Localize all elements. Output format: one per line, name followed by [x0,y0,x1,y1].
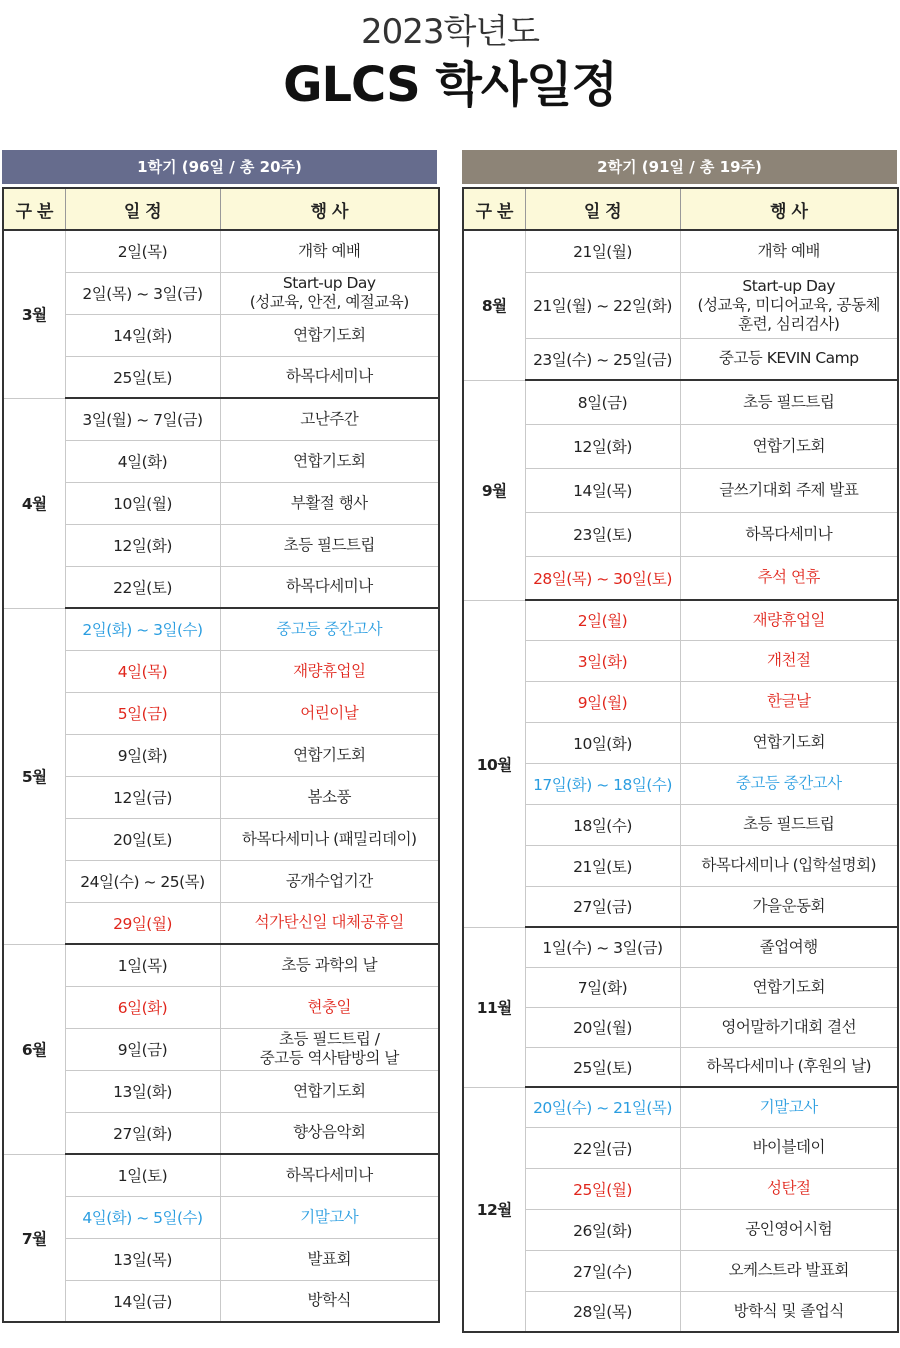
table-row [3,356,439,398]
table-row [463,556,898,600]
table-row [3,1154,439,1196]
date-cell: 9일(월) [525,681,680,722]
document-year: 2023학년도 [360,12,540,52]
event-cell: 하목다세미나 [680,512,898,556]
date-cell: 26일(화) [525,1209,680,1250]
event-cell: 가을운동회 [680,886,898,927]
date-cell: 3일(화) [525,640,680,681]
table-row [463,967,898,1007]
header-row [463,188,898,230]
event-cell: 방학식 및 졸업식 [680,1291,898,1332]
month-label: 10월 [463,600,525,927]
table-row [463,640,898,681]
date-cell: 12일(화) [65,524,220,566]
semester-1-banner: 1학기 (96일 / 총 20주) [2,150,437,184]
event-cell: Start-up Day (성교육, 미디어교육, 공동체 훈련, 심리검사) [680,272,898,338]
semester-2-table [462,187,899,1333]
table-row [463,681,898,722]
date-cell: 21일(월) ~ 22일(화) [525,272,680,338]
date-cell: 1일(수) ~ 3일(금) [525,927,680,967]
event-cell: 공인영어시험 [680,1209,898,1250]
event-cell: 개학 예배 [220,230,439,272]
month-label: 8월 [463,230,525,380]
table-row [463,763,898,804]
event-cell: 개천절 [680,640,898,681]
event-cell: 연합기도회 [220,314,439,356]
event-cell: 성탄절 [680,1168,898,1209]
table-row [463,927,898,967]
event-cell: 부활절 행사 [220,482,439,524]
date-cell: 4일(목) [65,650,220,692]
event-cell: 어린이날 [220,692,439,734]
table-row [3,818,439,860]
date-cell: 28일(목) ~ 30일(토) [525,556,680,600]
date-cell: 17일(화) ~ 18일(수) [525,763,680,804]
table-row [463,1250,898,1291]
event-cell: 글쓰기대회 주제 발표 [680,468,898,512]
event-cell: 한글날 [680,681,898,722]
date-cell: 9일(금) [65,1028,220,1070]
date-cell: 10일(월) [65,482,220,524]
month-label: 5월 [3,608,65,944]
event-cell: 재량휴업일 [220,650,439,692]
semester-1-table [2,187,440,1323]
table-row [463,338,898,380]
event-cell: 중고등 KEVIN Camp [680,338,898,380]
table-row [463,468,898,512]
table-row [463,1087,898,1127]
header-event: 행 사 [680,188,898,230]
date-cell: 27일(수) [525,1250,680,1291]
event-cell: 하목다세미나 [220,566,439,608]
table-row [463,1047,898,1087]
month-label: 7월 [3,1154,65,1322]
date-cell: 8일(금) [525,380,680,424]
event-cell: 재량휴업일 [680,600,898,640]
table-row [3,608,439,650]
date-cell: 18일(수) [525,804,680,845]
date-cell: 23일(수) ~ 25일(금) [525,338,680,380]
event-cell: 중고등 중간고사 [220,608,439,650]
table-row [3,776,439,818]
event-cell: 개학 예배 [680,230,898,272]
event-cell: 중고등 중간고사 [680,763,898,804]
event-cell: 고난주간 [220,398,439,440]
table-row [463,600,898,640]
date-cell: 21일(토) [525,845,680,886]
date-cell: 22일(금) [525,1127,680,1168]
event-cell: 기말고사 [680,1087,898,1127]
table-row [463,722,898,763]
event-cell: 연합기도회 [680,967,898,1007]
table-row [463,804,898,845]
table-row [463,886,898,927]
table-row [3,482,439,524]
date-cell: 13일(화) [65,1070,220,1112]
event-cell: 석가탄신일 대체공휴일 [220,902,439,944]
event-cell: 하목다세미나 (패밀리데이) [220,818,439,860]
event-cell: 하목다세미나 (입학설명회) [680,845,898,886]
event-cell: 하목다세미나 [220,1154,439,1196]
date-cell: 4일(화) ~ 5일(수) [65,1196,220,1238]
date-cell: 23일(토) [525,512,680,556]
event-cell: 발표회 [220,1238,439,1280]
date-cell: 27일(금) [525,886,680,927]
date-cell: 14일(금) [65,1280,220,1322]
table-row [3,986,439,1028]
table-row [3,524,439,566]
event-cell: 초등 필드트립 / 중고등 역사탐방의 날 [220,1028,439,1070]
event-cell: 연합기도회 [680,722,898,763]
date-cell: 25일(월) [525,1168,680,1209]
date-cell: 12일(화) [525,424,680,468]
table-row [3,1196,439,1238]
date-cell: 28일(목) [525,1291,680,1332]
table-row [463,512,898,556]
date-cell: 25일(토) [65,356,220,398]
table-row [3,734,439,776]
table-row [463,272,898,338]
date-cell: 6일(화) [65,986,220,1028]
table-row [3,1280,439,1322]
date-cell: 21일(월) [525,230,680,272]
date-cell: 13일(목) [65,1238,220,1280]
event-cell: Start-up Day (성교육, 안전, 예절교육) [220,272,439,314]
table-row [3,1028,439,1070]
event-cell: 오케스트라 발표회 [680,1250,898,1291]
month-label: 4월 [3,398,65,608]
table-row [463,1209,898,1250]
table-row [3,860,439,902]
date-cell: 1일(토) [65,1154,220,1196]
event-cell: 방학식 [220,1280,439,1322]
date-cell: 22일(토) [65,566,220,608]
header-date: 일 정 [525,188,680,230]
date-cell: 2일(화) ~ 3일(수) [65,608,220,650]
date-cell: 20일(월) [525,1007,680,1047]
month-label: 6월 [3,944,65,1154]
date-cell: 4일(화) [65,440,220,482]
month-label: 12월 [463,1087,525,1332]
table-row [463,380,898,424]
month-label: 11월 [463,927,525,1087]
date-cell: 5일(금) [65,692,220,734]
event-cell: 기말고사 [220,1196,439,1238]
table-row [3,566,439,608]
event-cell: 하목다세미나 (후원의 날) [680,1047,898,1087]
event-cell: 영어말하기대회 결선 [680,1007,898,1047]
table-row [463,1007,898,1047]
header-category: 구 분 [463,188,525,230]
date-cell: 14일(화) [65,314,220,356]
date-cell: 27일(화) [65,1112,220,1154]
date-cell: 12일(금) [65,776,220,818]
event-cell: 공개수업기간 [220,860,439,902]
date-cell: 20일(수) ~ 21일(목) [525,1087,680,1127]
date-cell: 20일(토) [65,818,220,860]
event-cell: 초등 필드트립 [220,524,439,566]
date-cell: 7일(화) [525,967,680,1007]
table-row [463,1168,898,1209]
date-cell: 3일(월) ~ 7일(금) [65,398,220,440]
date-cell: 1일(목) [65,944,220,986]
date-cell: 14일(목) [525,468,680,512]
date-cell: 10일(화) [525,722,680,763]
document-title: GLCS 학사일정 [283,57,617,113]
header-category: 구 분 [3,188,65,230]
table-row [3,440,439,482]
table-row [463,424,898,468]
event-cell: 향상음악회 [220,1112,439,1154]
table-row [3,1112,439,1154]
table-row [3,692,439,734]
header-row [3,188,439,230]
table-row [3,272,439,314]
date-cell: 9일(화) [65,734,220,776]
event-cell: 졸업여행 [680,927,898,967]
semester-2-banner: 2학기 (91일 / 총 19주) [462,150,897,184]
table-row [3,314,439,356]
table-row [463,230,898,272]
event-cell: 연합기도회 [220,440,439,482]
event-cell: 초등 필드트립 [680,380,898,424]
header-event: 행 사 [220,188,439,230]
table-row [3,398,439,440]
table-row [3,944,439,986]
event-cell: 연합기도회 [220,734,439,776]
date-cell: 2일(월) [525,600,680,640]
event-cell: 현충일 [220,986,439,1028]
date-cell: 2일(목) ~ 3일(금) [65,272,220,314]
date-cell: 24일(수) ~ 25(목) [65,860,220,902]
date-cell: 25일(토) [525,1047,680,1087]
month-label: 3월 [3,230,65,398]
event-cell: 바이블데이 [680,1127,898,1168]
event-cell: 초등 필드트립 [680,804,898,845]
table-row [463,1291,898,1332]
event-cell: 초등 과학의 날 [220,944,439,986]
date-cell: 2일(목) [65,230,220,272]
table-row [3,1238,439,1280]
event-cell: 연합기도회 [220,1070,439,1112]
table-row [3,1070,439,1112]
header-date: 일 정 [65,188,220,230]
event-cell: 추석 연휴 [680,556,898,600]
event-cell: 연합기도회 [680,424,898,468]
table-row [3,650,439,692]
table-row [463,845,898,886]
date-cell: 29일(월) [65,902,220,944]
table-row [3,902,439,944]
table-row [463,1127,898,1168]
month-label: 9월 [463,380,525,600]
table-row [3,230,439,272]
event-cell: 하목다세미나 [220,356,439,398]
event-cell: 봄소풍 [220,776,439,818]
